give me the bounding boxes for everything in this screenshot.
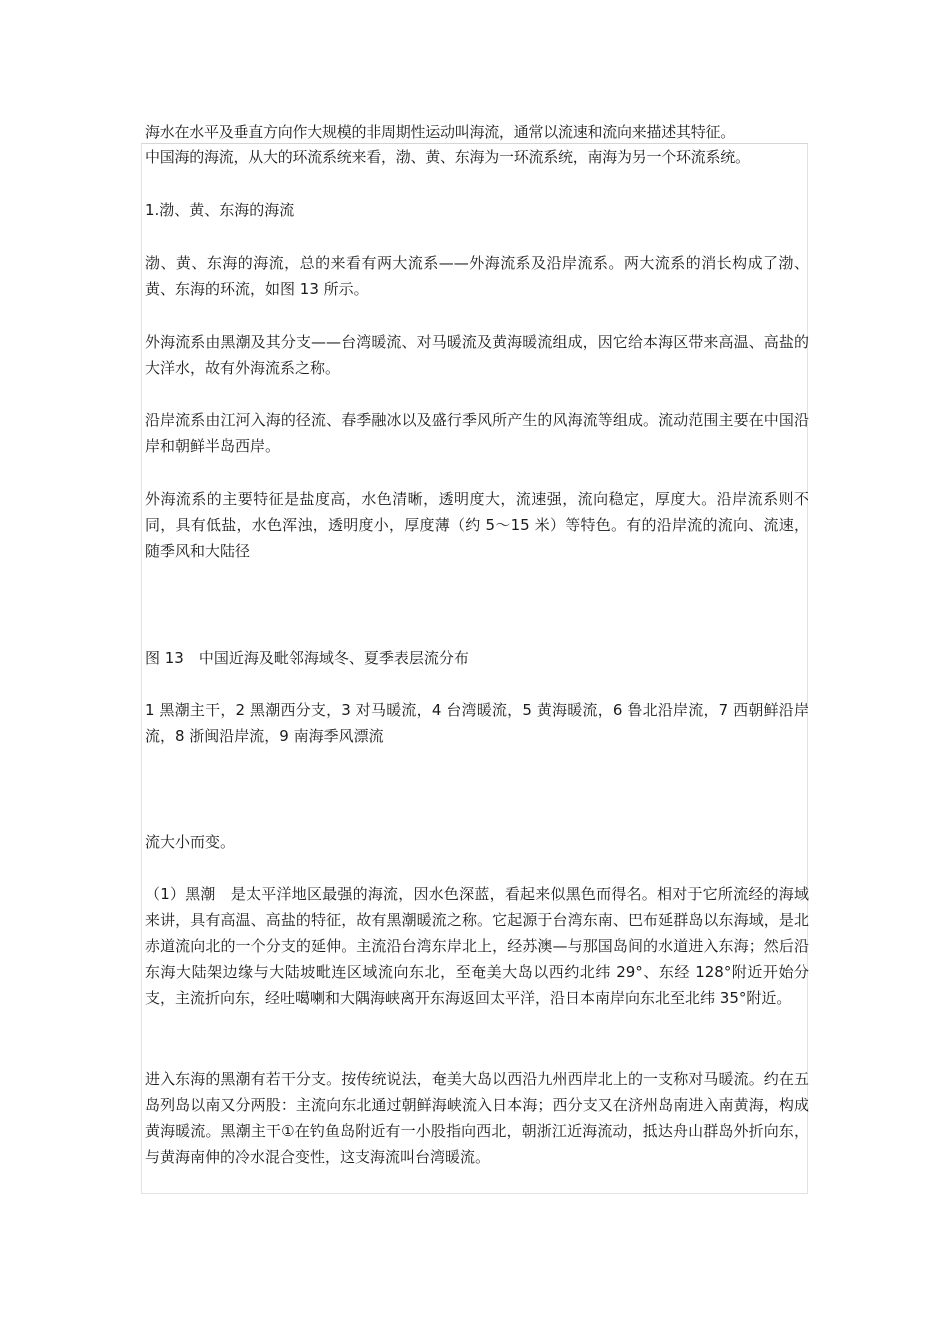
figure-caption: 图 13 中国近海及毗邻海域冬、夏季表层流分布 [145,649,469,667]
intro-line-1: 海水在水平及垂直方向作大规模的非周期性运动叫海流，通常以流速和流向来描述其特征。 [145,123,736,141]
paragraph-coastal-system: 沿岸流系由江河入海的径流、春季融冰以及盛行季风所产生的风海流等组成。流动范围主要在中国沿岸和朝鲜半岛西岸。 [145,411,809,455]
intro-line-2: 中国海的海流，从大的环流系统来看，渤、黄、东海为一环流系统，南海为另一个环流系统。 [145,148,750,166]
paragraph-kuroshio: （1）黑潮 是太平洋地区最强的海流，因水色深蓝，看起来似黑色而得名。相对于它所流经的海域来讲，具有高温、高盐的特征，故有黑潮暖流之称。它起源于台湾东南、巴布延群岛以东海域，是北赤道流向北的一个分支的延伸。主流沿台湾东岸北上，经苏澳—与那国岛间的水道进入东海；然后沿东海大陆架边缘与大陆坡毗连区域流向东北，至奄美大岛以西约北纬 29°、东经 128°附近开始分支，主流折向东，经吐噶喇和大隅海峡离开东海返回太平洋，沿日本南岸向东北至北纬 35°附近。 [145,885,809,1007]
paragraph-characteristics: 外海流系的主要特征是盐度高，水色清晰，透明度大，流速强，流向稳定，厚度大。沿岸流系则不同，具有低盐，水色浑浊，透明度小，厚度薄（约 5～15 米）等特色。有的沿岸流的流向、流速，随季风和大陆径 [145,490,809,560]
paragraph-kuroshio-branches: 进入东海的黑潮有若干分支。按传统说法，奄美大岛以西沿九州西岸北上的一支称对马暖流。约在五岛列岛以南又分两股：主流向东北通过朝鲜海峡流入日本海；西分支又在济州岛南进入南黄海，构成黄海暖流。黑潮主干①在钓鱼岛附近有一小股指向西北，朝浙江近海流动，抵达舟山群岛外折向东，与黄海南伸的冷水混合变性，这支海流叫台湾暖流。 [145,1070,809,1166]
section-heading: 1.渤、黄、东海的海流 [145,201,295,219]
figure-legend: 1 黑潮主干，2 黑潮西分支，3 对马暖流，4 台湾暖流，5 黄海暖流，6 鲁北沿岸流，7 西朝鲜沿岸流，8 浙闽沿岸流，9 南海季风漂流 [145,701,809,745]
paragraph-two-systems: 渤、黄、东海的海流，总的来看有两大流系——外海流系及沿岸流系。两大流系的消长构成了渤、黄、东海的环流，如图 13 所示。 [145,254,809,298]
paragraph-continuation: 流大小而变。 [145,833,236,851]
paragraph-offshore-system: 外海流系由黑潮及其分支——台湾暖流、对马暖流及黄海暖流组成，因它给本海区带来高温、高盐的大洋水，故有外海流系之称。 [145,333,809,377]
